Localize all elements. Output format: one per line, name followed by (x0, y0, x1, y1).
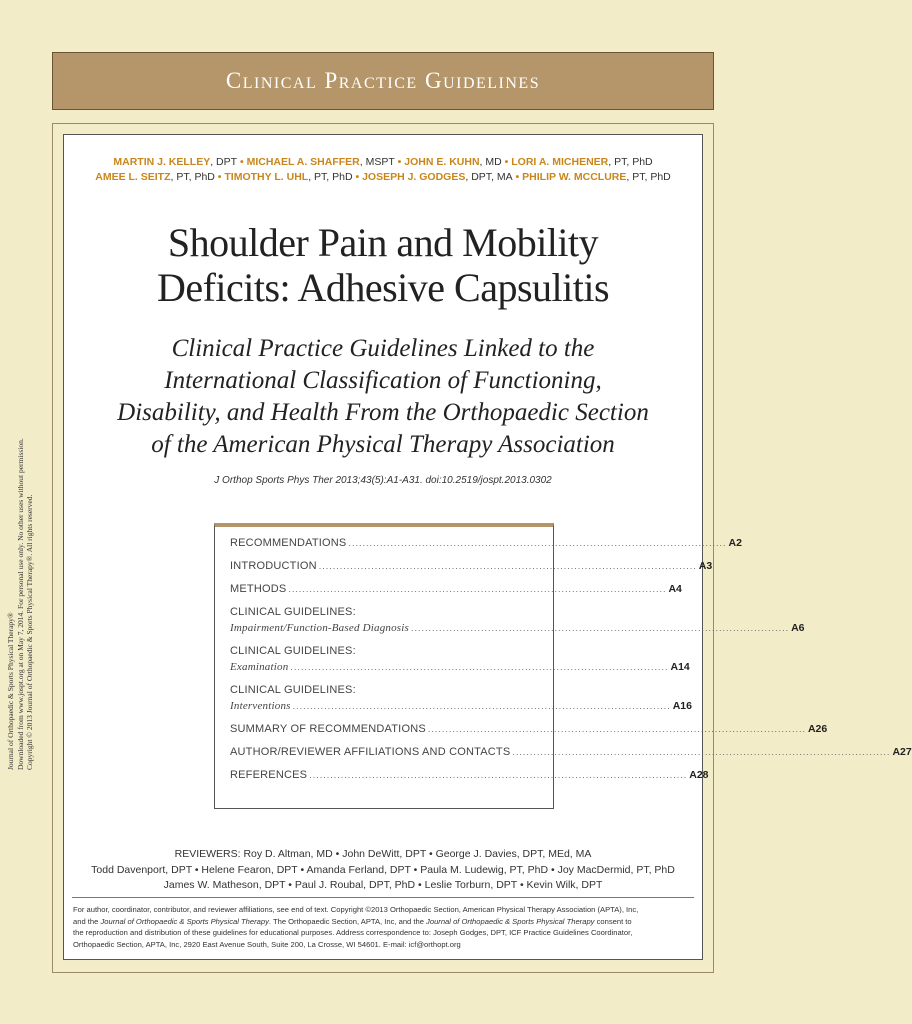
author-credentials: , PT, PhD (626, 171, 671, 183)
copyright-footnote (73, 904, 693, 950)
author-line-2 (64, 170, 702, 185)
toc-page: A2 (728, 537, 742, 549)
toc-leader: ............................................................................................................ (512, 747, 891, 757)
toc-page: A28 (689, 769, 709, 781)
author-list (64, 155, 702, 185)
author-credentials: , PT, PhD (170, 171, 215, 183)
table-of-contents (214, 523, 912, 809)
footnote-line: the reproduction and distribution of these guidelines for educational purposes. Address correspondence to: Joseph Godges, DPT, ICF Practice Guidelines Coordinator, (73, 928, 633, 937)
toc-heading: CLINICAL GUIDELINES: (230, 606, 356, 618)
author-separator: • (394, 156, 405, 168)
author-credentials: , MSPT (359, 156, 395, 168)
subtitle-line: of the American Physical Therapy Association (151, 431, 615, 458)
footnote-line: For author, coordinator, contributor, and reviewer affiliations, see end of text. Copyright ©2013 Orthopaedic Section, American Physical Therapy Association (APTA), Inc, (73, 905, 639, 914)
author-name: LORI A. MICHENER (511, 156, 609, 168)
toc-entry[interactable] (230, 537, 742, 554)
author-name: MICHAEL A. SHAFFER (246, 156, 360, 168)
author-separator: • (501, 156, 512, 168)
author-name: AMEE L. SEITZ (95, 171, 171, 183)
author-name: PHILIP W. MCCLURE (522, 171, 627, 183)
toc-leader: ............................................................................................................ (290, 662, 669, 672)
subtitle-line: Disability, and Health From the Orthopaedic Section (117, 399, 649, 426)
toc-leader: ............................................................................................................ (318, 561, 697, 571)
toc-entry[interactable] (230, 583, 682, 600)
banner-label: Clinical Practice Guidelines (225, 68, 541, 93)
author-name: TIMOTHY L. UHL (224, 171, 309, 183)
journal-name: Journal of Orthopaedic & Sports Physical Therapy (100, 916, 269, 926)
footnote-text: and the (73, 916, 101, 926)
toc-label: Interventions (230, 700, 291, 712)
footnote-line (73, 916, 693, 928)
toc-leader: ............................................................................................................ (292, 701, 671, 711)
footnote-text: . The Orthopaedic Section, APTA, Inc, and the (268, 916, 427, 926)
toc-leader: ............................................................................................................ (427, 724, 806, 734)
section-banner (52, 52, 714, 110)
title-line: Deficits: Adhesive Capsulitis (156, 265, 610, 310)
toc-label: Examination (230, 661, 289, 673)
toc-label: RECOMMENDATIONS (230, 537, 347, 549)
toc-entry[interactable] (230, 606, 805, 639)
toc-page: A4 (668, 583, 682, 595)
toc-leader: ............................................................................................................ (411, 623, 790, 633)
author-name: JOSEPH J. GODGES (362, 171, 466, 183)
footnote-text: consent to (594, 916, 632, 926)
toc-entry[interactable] (230, 746, 912, 763)
toc-leader: ............................................................................................................ (288, 584, 667, 594)
toc-entry[interactable] (230, 645, 690, 678)
toc-page: A26 (807, 723, 828, 735)
toc-label: Impairment/Function-Based Diagnosis (230, 622, 410, 634)
author-separator: • (352, 171, 363, 183)
author-credentials: , MD (479, 156, 502, 168)
title-line: Shoulder Pain and Mobility (167, 220, 599, 265)
reviewer-line: James W. Matheson, DPT • Paul J. Roubal, DPT, PhD • Leslie Torburn, DPT • Kevin Wilk, DPT (163, 879, 603, 891)
article-title (64, 220, 702, 310)
subtitle-line: International Classification of Functioning, (164, 367, 602, 394)
toc-entry[interactable] (230, 769, 709, 786)
download-notice-line: Downloaded from www.jospt.org at on May 7, 2014. For personal use only. No other uses without permission. (15, 438, 25, 770)
reviewer-line: REVIEWERS: Roy D. Altman, MD • John DeWitt, DPT • George J. Davies, DPT, MEd, MA (174, 848, 592, 860)
author-credentials: , PT, PhD (308, 171, 353, 183)
journal-citation: J Orthop Sports Phys Ther 2013;43(5):A1-A31. doi:10.2519/jospt.2013.0302 (214, 475, 552, 486)
toc-page: A14 (670, 661, 690, 673)
toc-page: A6 (791, 622, 805, 634)
toc-page: A16 (672, 700, 692, 712)
author-line-1 (64, 155, 702, 170)
author-separator: • (512, 171, 523, 183)
journal-name: Journal of Orthopaedic & Sports Physical Therapy (426, 916, 595, 926)
download-notice-line: Journal of Orthopaedic & Sports Physical Therapy® (6, 612, 15, 770)
reviewer-line: Todd Davenport, DPT • Helene Fearon, DPT • Amanda Ferland, DPT • Paula M. Ludewig, PT, PhD • Joy MacDermid, PT, PhD (91, 863, 675, 876)
article-subtitle (64, 333, 702, 461)
toc-label: REFERENCES (230, 769, 308, 781)
download-notice-line: Copyright © 2013 Journal of Orthopaedic & Sports Physical Therapy®. All rights reserved. (25, 494, 34, 770)
toc-label: METHODS (230, 583, 287, 595)
toc-entry[interactable] (230, 560, 713, 577)
toc-page: A27 (892, 746, 912, 758)
author-credentials: , PT, PhD (608, 156, 653, 168)
toc-leader: ............................................................................................................ (348, 538, 727, 548)
author-separator: • (214, 171, 225, 183)
toc-leader: ............................................................................................................ (309, 770, 688, 780)
toc-label: INTRODUCTION (230, 560, 317, 572)
toc-label: SUMMARY OF RECOMMENDATIONS (230, 723, 426, 735)
reviewer-list (64, 847, 702, 894)
toc-page: A3 (698, 560, 713, 572)
author-name: JOHN E. KUHN (404, 156, 480, 168)
author-separator: • (237, 156, 247, 168)
subtitle-line: Clinical Practice Guidelines Linked to the (171, 335, 595, 362)
toc-entry[interactable] (230, 723, 828, 740)
toc-heading: CLINICAL GUIDELINES: (230, 645, 356, 657)
divider (72, 897, 694, 898)
article-page (63, 134, 912, 960)
author-name: MARTIN J. KELLEY (113, 156, 211, 168)
toc-entry[interactable] (230, 684, 692, 717)
author-credentials: , DPT, MA (465, 171, 513, 183)
toc-label: AUTHOR/REVIEWER AFFILIATIONS AND CONTACTS (230, 746, 511, 758)
author-credentials: , DPT (210, 156, 238, 168)
footnote-line[interactable]: Orthopaedic Section, APTA, Inc, 2920 East Avenue South, Suite 200, La Crosse, WI 54601. E-mail: icf@orthopt.org (73, 939, 461, 949)
toc-heading: CLINICAL GUIDELINES: (230, 684, 356, 696)
